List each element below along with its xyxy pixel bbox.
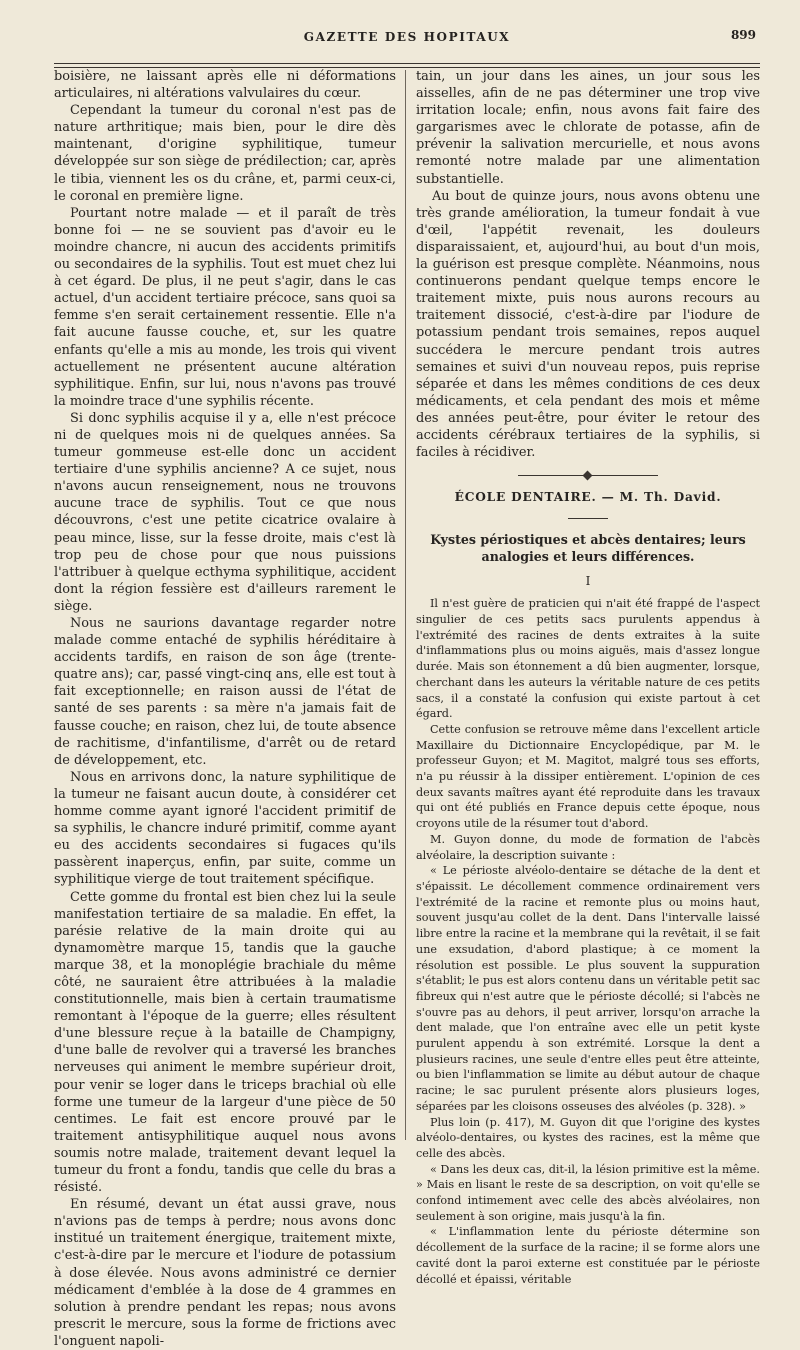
paragraph: Plus loin (p. 417), M. Guyon dit que l'origine des kystes alvéolo-dentaires, ou kystes des racines, est la même que celle des abcès. [416,1115,760,1160]
quote-paragraph: « Dans les deux cas, dit-il, la lésion primitive est la même. » Mais en lisant le reste de sa description, on voit qu'elle se confond intimement avec celle des abcès alvéolaires, non seulement à son origine, mais jusqu'à la fin. [416,1162,760,1223]
part-numeral: I [585,574,591,589]
paragraph: Nous ne saurions davantage regarder notre malade comme entaché de syphilis héréditaire à accidents tardifs, en raison de son âge (trente-quatre ans); car, passé vingt-cinq ans, elle est tout à fait exceptionnelle; en raison aussi de l'état de santé de ses parents : sa mère n'a jamais fait de fausse couche; en raison, chez lui, de toute absence de rachitisme, d'infantilisme, d'arrêt ou de retard de développement, etc. [54,616,396,768]
ornament-diamond [583,471,593,481]
paragraph: Cette gomme du frontal est bien chez lui la seule manifestation tertiaire de sa maladie. En effet, la parésie relative de la main droite qui au dynamomètre marque 15, tandis que la gauche marque 38, et la monoplégie brachiale du même côté, ne sauraient être attribuées à la maladie constitutionnelle, mais bien à certain traumatisme remontant à l'époque de la guerre; elles résultent d'une blessure reçue à la bataille de Champigny, d'une balle de revolver qui a traversé les branches nerveuses qui animent le membre supérieur droit, pour venir se loger dans le triceps brachial où elle forme une tumeur de la largeur d'une pièce de 50 centimes. Le fait est encore prouvé par le traitement antisyphilitique auquel nous avons soumis notre malade, traitement devant lequel la tumeur du front a fondu, tandis que celle du bras a résisté. [54,889,396,1196]
column-divider [405,70,406,1140]
left-column [54,68,396,1349]
page-number: 899 [730,28,756,42]
right-column [416,68,760,1286]
paragraph: En résumé, devant un état aussi grave, nous n'avions pas de temps à perdre; nous avons donc institué un traitement énergique, traitement mixte, c'est-à-dire par le mercure et l'iodure de potassium à dose élevée. Nous avons administré ce dernier médicament d'emblée à la dose de 4 grammes en solution à prendre pendant les repas; nous avons prescrit le mercure, sous la forme de frictions avec l'onguent napoli- [54,1197,396,1349]
paragraph: M. Guyon donne, du mode de formation de l'abcès alvéolaire, la description suivante : [416,832,760,862]
quote-paragraph: « L'inflammation lente du périoste détermine son décollement de la surface de la racine; il se forme alors une cavité dont la paroi externe est constituée par le périoste décollé et épaissi, véritable [416,1225,760,1286]
section-title: ÉCOLE DENTAIRE. — M. Th. David. [454,490,722,505]
section-title-rule [568,518,608,519]
paragraph: Cette confusion se retrouve même dans l'excellent article Maxillaire du Dictionnaire Encyclopédique, par M. le professeur Guyon; et M. Magitot, malgré tous ses efforts, n'a pu réussir à la dissiper entièrement. L'opinion de ces deux savants maîtres ayant été reproduite dans les travaux qui ont été publiés en France depuis cette époque, nous croyons utile de la résumer tout d'abord. [416,722,760,831]
paragraph: Pourtant notre malade — et il paraît de très bonne foi — ne se souvient pas d'avoir eu le moindre chancre, ni aucun des accidents primitifs ou secondaires de la syphilis. Tout est muet chez lui à cet égard. De plus, il ne peut s'agir, dans le cas actuel, d'un accident tertiaire précoce, sans quoi sa femme s'en serait certainement ressentie. Elle n'a fait aucune fausse couche, et, sur les quatre enfants qu'elle a mis au monde, les trois qui vivent actuellement ne présentent aucune altération syphilitique. Enfin, sur lui, nous n'avons pas trouvé la moindre trace d'une syphilis récente. [54,205,396,409]
header-rule [54,63,760,64]
section-ornament [518,471,658,479]
paragraph: Au bout de quinze jours, nous avons obtenu une très grande amélioration, la tumeur fondait à vue d'œil, l'appétit revenait, les douleurs disparaissaient, et, aujourd'hui, au bout d'un mois, la guérison est presque complète. Néanmoins, nous continuerons pendant quelque temps encore le traitement mixte, puis nous aurons recours au traitement dissocié, c'est-à-dire par l'iodure de potassium pendant trois semaines, repos auquel succédera le mercure pendant trois autres semaines et suivi d'un nouveau repos, puis reprise séparée et dans les mêmes conditions de ces deux médicaments, et cela pendant des mois et même des années peut-être, pour éviter le retour des accidents cérébraux tertiaires de la syphilis, si faciles à récidiver. [416,188,760,461]
journal-title: GAZETTE DES HOPITAUX [303,30,511,44]
paragraph: Cependant la tumeur du coronal n'est pas de nature arthritique; mais bien, pour le dire dès maintenant, d'origine syphilitique, tumeur développée sur son siège de prédilection; car, après le tibia, viennent les os du crâne, et, parmi ceux-ci, le coronal en première ligne. [54,103,396,204]
paragraph: Si donc syphilis acquise il y a, elle n'est précoce ni de quelques mois ni de quelques années. Sa tumeur gommeuse est-elle donc un accident tertiaire d'une syphilis ancienne? A ce sujet, nous n'avons aucun renseignement, nous ne trouvons aucune trace de syphilis. Tout ce que nous découvrons, c'est une petite cicatrice ovalaire à peau mince, lisse, sur la fesse droite, mais c'est là trop peu de chose pour que nous puissions l'attribuer à quelque ecthyma syphilitique, accident dont la région fessière est d'ailleurs rarement le siège. [54,410,396,614]
paragraph: Nous en arrivons donc, la nature syphilitique de la tumeur ne faisant aucun doute, à considérer cet homme comme ayant ignoré l'accident primitif de sa syphilis, le chancre induré primitif, comme ayant eu des accidents secondaires si fugaces qu'ils passèrent inaperçus, enfin, par suite, comme un syphilitique vierge de tout traitement spécifique. [54,769,396,888]
paragraph: Il n'est guère de praticien qui n'ait été frappé de l'aspect singulier de ces petits sacs purulents appendus à l'extrémité des racines de dents extraites à la suite d'inflammations plus ou moins aiguës, mais d'assez longue durée. Mais son étonnement a dû bien augmenter, lorsque, cherchant dans les auteurs la véritable nature de ces petits sacs, il a constaté la confusion qui existe partout à cet égard. [416,597,760,721]
article-body [416,596,760,1287]
paragraph: boisière, ne laissant après elle ni déformations articulaires, ni altérations valvulaires du cœur. [54,69,396,102]
page-header [54,22,760,52]
paragraph: tain, un jour dans les aines, un jour sous les aisselles, afin de ne pas déterminer une trop vive irritation locale; enfin, nous avons fait faire des gargarismes avec le chlorate de potasse, afin de prévenir la salivation mercurielle, et nous avons remonté notre malade par une alimentation substantielle. [416,69,760,187]
article-subtitle: Kystes périostiques et abcès dentaires; leurs analogies et leurs différences. [430,532,746,565]
quote-paragraph: « Le périoste alvéolo-dentaire se détache de la dent et s'épaissit. Le décollement commence ordinairement vers l'extrémité de la racine et remonte plus ou moins haut, souvent jusqu'au collet de la dent. Dans l'intervalle laissé libre entre la racine et la membrane qui la revêtait, il se fait une exsudation, d'abord plastique; à ce moment la résolution est possible. Le plus souvent la suppuration s'établit; le pus est alors contenu dans un véritable petit sac fibreux qui n'est autre que le périoste décollé; si l'abcès ne s'ouvre pas au dehors, il peut arriver, lorsqu'on arrache la dent malade, que l'on entraîne avec elle un petit kyste purulent appendu à son extrémité. Lorsque la dent a plusieurs racines, une seule d'entre elles peut être atteinte, ou bien l'inflammation se limite au début autour de chaque racine; le sac purulent présente alors plusieurs loges, séparées par les cloisons osseuses des alvéoles (p. 328). » [416,864,760,1113]
